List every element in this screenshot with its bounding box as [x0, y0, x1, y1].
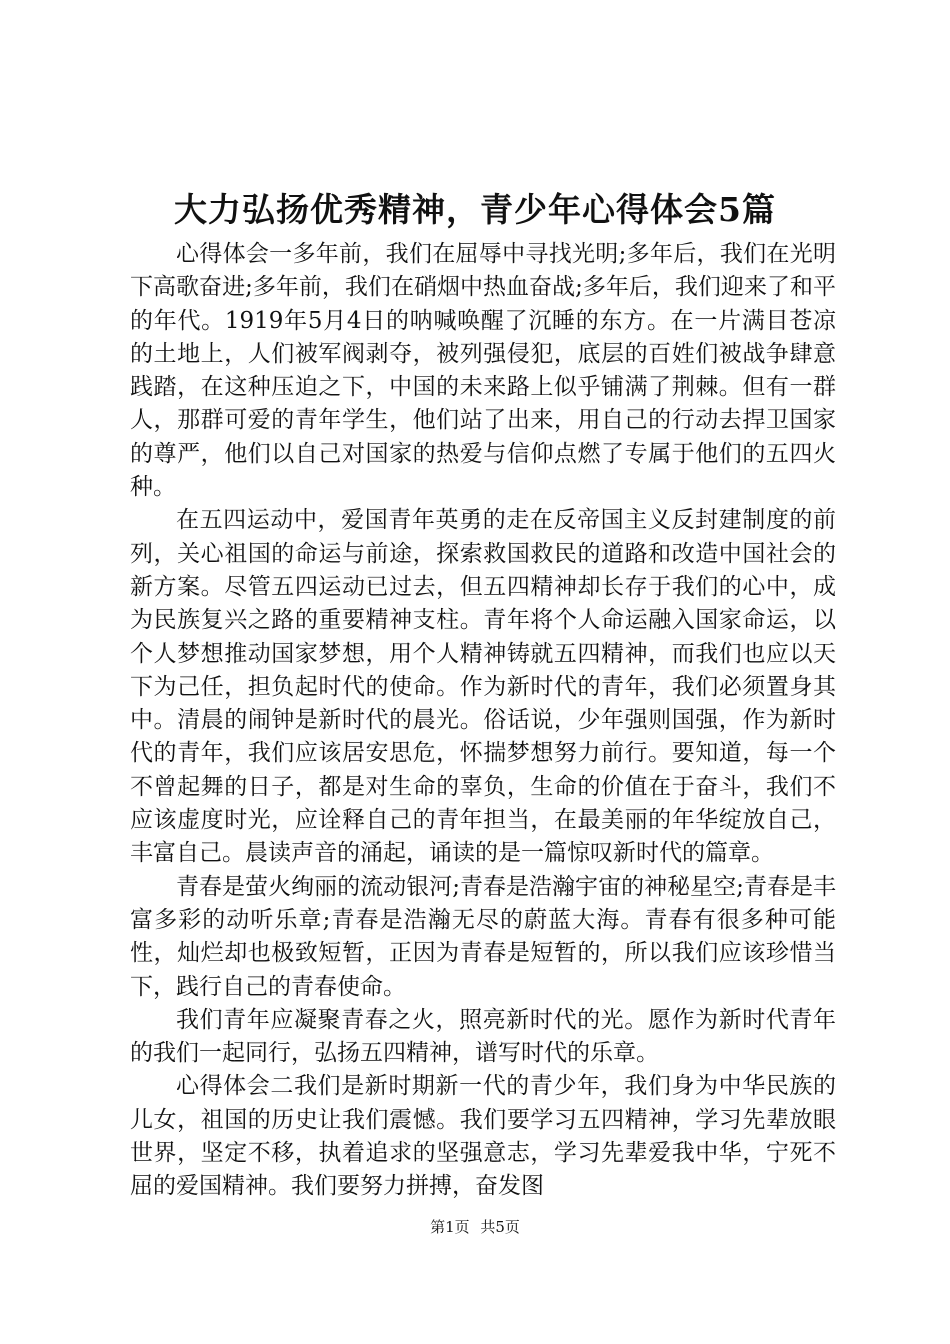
- page-number-current: 第1页: [430, 1218, 470, 1236]
- paragraph: 青春是萤火绚丽的流动银河;青春是浩瀚宇宙的神秘星空;青春是丰富多彩的动听乐章;青春是浩瀚无尽的蔚蓝大海。青春有很多种可能性，灿烂却也极致短暂，正因为青春是短暂的，所以我们应该珍惜当下，践行自己的青春使命。: [130, 873, 836, 1000]
- page-footer: [0, 1216, 950, 1238]
- document-body: [130, 238, 836, 1204]
- document-title: 大力弘扬优秀精神，青少年心得体会5篇: [174, 190, 776, 229]
- page-number-total: 共5页: [480, 1218, 520, 1236]
- paragraph: 我们青年应凝聚青春之火，照亮新时代的光。愿作为新时代青年的我们一起同行，弘扬五四精神，谱写时代的乐章。: [130, 1006, 836, 1067]
- paragraph: 心得体会二我们是新时期新一代的青少年，我们身为中华民族的儿女，祖国的历史让我们震憾。我们要学习五四精神，学习先辈放眼世界，坚定不移，执着追求的坚强意志，学习先辈爱我中华，宁死不屈的爱国精神。我们要努力拼搏，奋发图: [130, 1073, 836, 1200]
- paragraph: 在五四运动中，爱国青年英勇的走在反帝国主义反封建制度的前列，关心祖国的命运与前途，探索救国救民的道路和改造中国社会的新方案。尽管五四运动已过去，但五四精神却长存于我们的心中，成为民族复兴之路的重要精神支柱。青年将个人命运融入国家命运，以个人梦想推动国家梦想，用个人精神铸就五四精神，而我们也应以天下为己任，担负起时代的使命。作为新时代的青年，我们必须置身其中。清晨的闹钟是新时代的晨光。俗话说，少年强则国强，作为新时代的青年，我们应该居安思危，怀揣梦想努力前行。要知道，每一个不曾起舞的日子，都是对生命的辜负，生命的价值在于奋斗，我们不应该虚度时光，应诠释自己的青年担当，在最美丽的年华绽放自己，丰富自己。晨读声音的涌起，诵读的是一篇惊叹新时代的篇章。: [130, 507, 836, 867]
- paragraph: 心得体会一多年前，我们在屈辱中寻找光明;多年后，我们在光明下高歌奋进;多年前，我们在硝烟中热血奋战;多年后，我们迎来了和平的年代。1919年5月4日的呐喊唤醒了沉睡的东方。在一片满目苍凉的土地上，人们被军阀剥夺，被列强侵犯，底层的百姓们被战争肆意践踏，在这种压迫之下，中国的未来路上似乎铺满了荆棘。但有一群人，那群可爱的青年学生，他们站了出来，用自己的行动去捍卫国家的尊严，他们以自己对国家的热爱与信仰点燃了专属于他们的五四火种。: [130, 241, 836, 501]
